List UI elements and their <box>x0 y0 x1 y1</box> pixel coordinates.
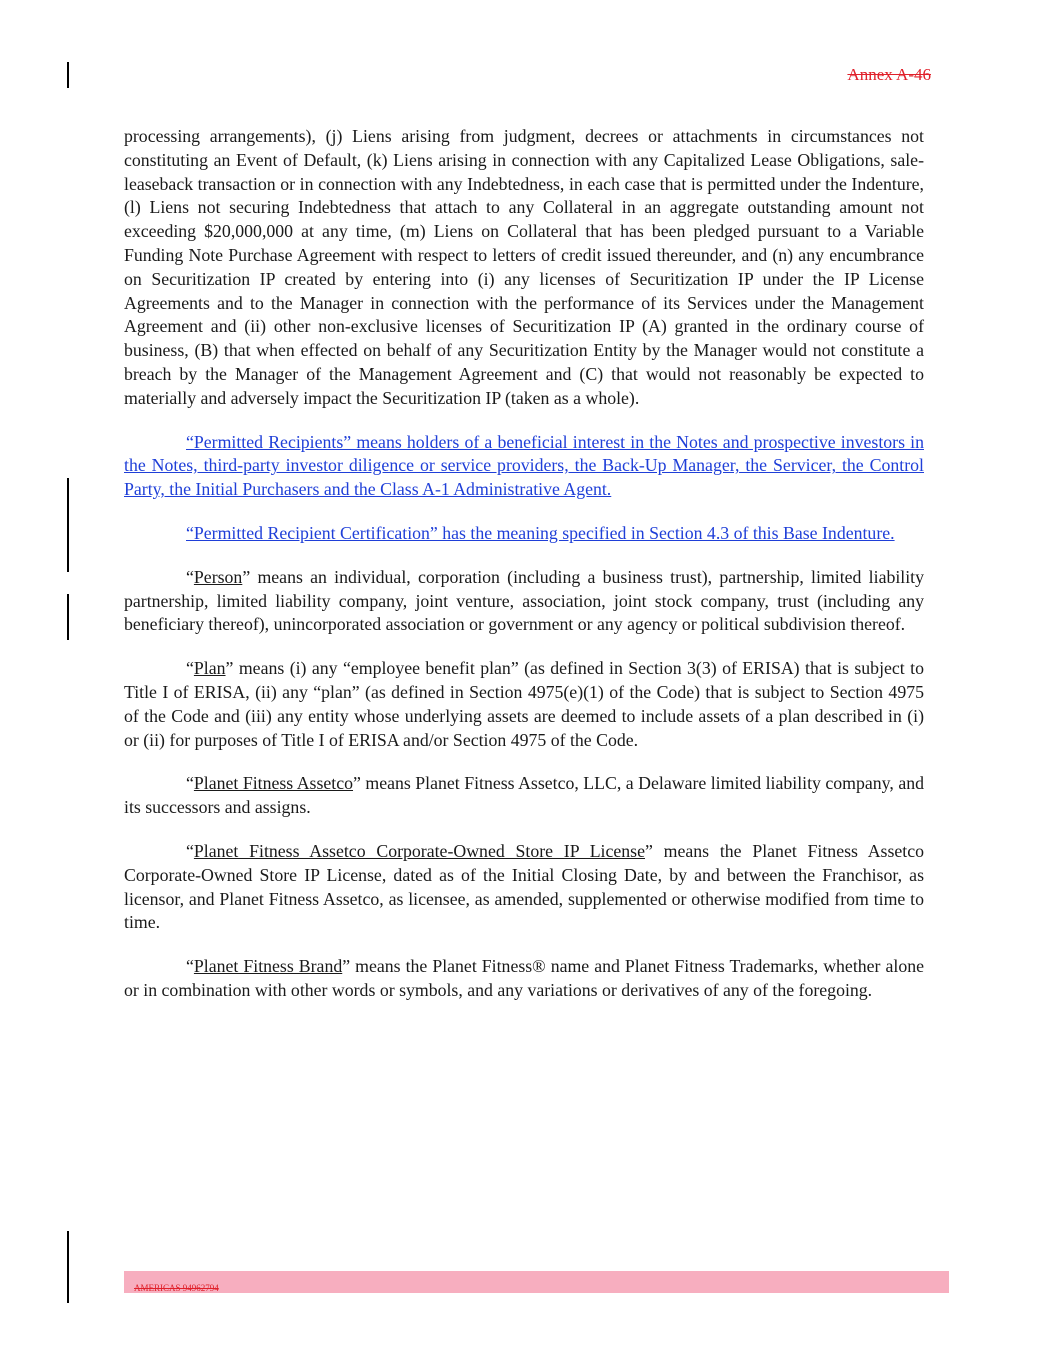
change-bar-header <box>67 62 69 88</box>
definition-planet-fitness-assetco <box>124 772 924 820</box>
document-body <box>124 125 924 1023</box>
change-bar-permitted-recipient-certification <box>67 594 69 640</box>
inserted-text: “Permitted Recipients” means holders of a beneficial interest in the Notes and prospective investors in the Notes, third-party investor diligence or service providers, the Back-Up Manager, the Servicer, the Control Party, the Initial Purchasers and the Class A-1 Administrative Agent. <box>124 431 924 500</box>
definition-permitted-recipients <box>124 431 924 502</box>
inserted-text: “Permitted Recipient Certification” has the meaning specified in Section 4.3 of this Base Indenture. <box>186 522 895 543</box>
defined-term: Person <box>193 566 243 587</box>
change-bar-footer <box>67 1231 69 1303</box>
open-quote: “ <box>186 566 194 587</box>
defined-term: Planet Fitness Brand <box>193 956 343 977</box>
footer-document-id: AMERICAS 94962794 <box>134 1283 219 1293</box>
open-quote: “ <box>186 956 194 977</box>
paragraph-liens-continued: processing arrangements), (j) Liens arising from judgment, decrees or attachments in circumstances not constituting an Event of Default, (k) Liens arising in connection with any Capitalized Lease Obligations, sale-leaseback transaction or in connection with any Indebtedness, in each case that is permitted under the Indenture, (l) Liens not securing Indebtedness that attach to any Collateral in an aggregate outstanding amount not exceeding $20,000,000 at any time, (m) Liens on Collateral that has been pledged pursuant to a Variable Funding Note Purchase Agreement with respect to letters of credit issued thereunder, and (n) any encumbrance on Securitization IP created by entering into (i) any licenses of Securitization IP under the IP License Agreements and to the Manager in connection with the performance of its Services under the Management Agreement and (ii) other non-exclusive licenses of Securitization IP (A) granted in the ordinary course of business, (B) that when effected on behalf of any Securitization Entity by the Manager would not constitute a breach by the Manager of the Management Agreement and (C) that would not reasonably be expected to materially and adversely impact the Securitization IP (taken as a whole). <box>124 126 924 408</box>
definition-text: ” means Planet Fitness Assetco, LLC, a Delaware limited liability company, and its successors and assigns. <box>124 773 924 818</box>
definition-planet-fitness-brand <box>124 955 924 1003</box>
defined-term: Planet Fitness Assetco Corporate-Owned Store IP License <box>193 840 645 861</box>
open-quote: “ <box>186 773 194 794</box>
definition-planet-fitness-assetco-ip-license <box>124 840 924 935</box>
definition-text: ” means (i) any “employee benefit plan” (as defined in Section 3(3) of ERISA) that is subject to Title I of ERISA, (ii) any “plan” (as defined in Section 4975(e)(1) of the Code) that is subject to Section 4975 of the Code and (iii) any entity whose underlying assets are deemed to include assets of a plan described in (i) or (ii) for purposes of Title I of ERISA and/or Section 4975 of the Code. <box>124 658 924 750</box>
definition-text: ” means the Planet Fitness® name and Planet Fitness Trademarks, whether alone or in combination with other words or symbols, and any variations or derivatives of any of the foregoing. <box>124 956 924 1000</box>
footer-band <box>124 1271 949 1293</box>
definition-permitted-recipient-certification <box>124 522 924 546</box>
definition-text: ” means the Planet Fitness Assetco Corporate-Owned Store IP License, dated as of the Initial Closing Date, by and between the Franchisor, as licensor, and Planet Fitness Assetco, as licensee, as amended, supplemented or otherwise modified from time to time. <box>124 840 925 933</box>
annex-page-reference: Annex A-46 <box>847 65 931 84</box>
defined-term: Plan <box>193 658 226 679</box>
definition-plan <box>124 657 924 752</box>
definition-person <box>124 566 924 637</box>
open-quote: “ <box>186 658 194 679</box>
open-quote: “ <box>186 840 194 861</box>
definition-text: ” means an individual, corporation (including a business trust), partnership, limited liability partnership, limited liability company, joint venture, association, joint stock company, trust (including any beneficiary thereof), unincorporated association or government or any agency or political subdivision thereof. <box>124 566 924 635</box>
change-bar-permitted-recipients <box>67 478 69 572</box>
defined-term: Planet Fitness Assetco <box>193 773 354 794</box>
